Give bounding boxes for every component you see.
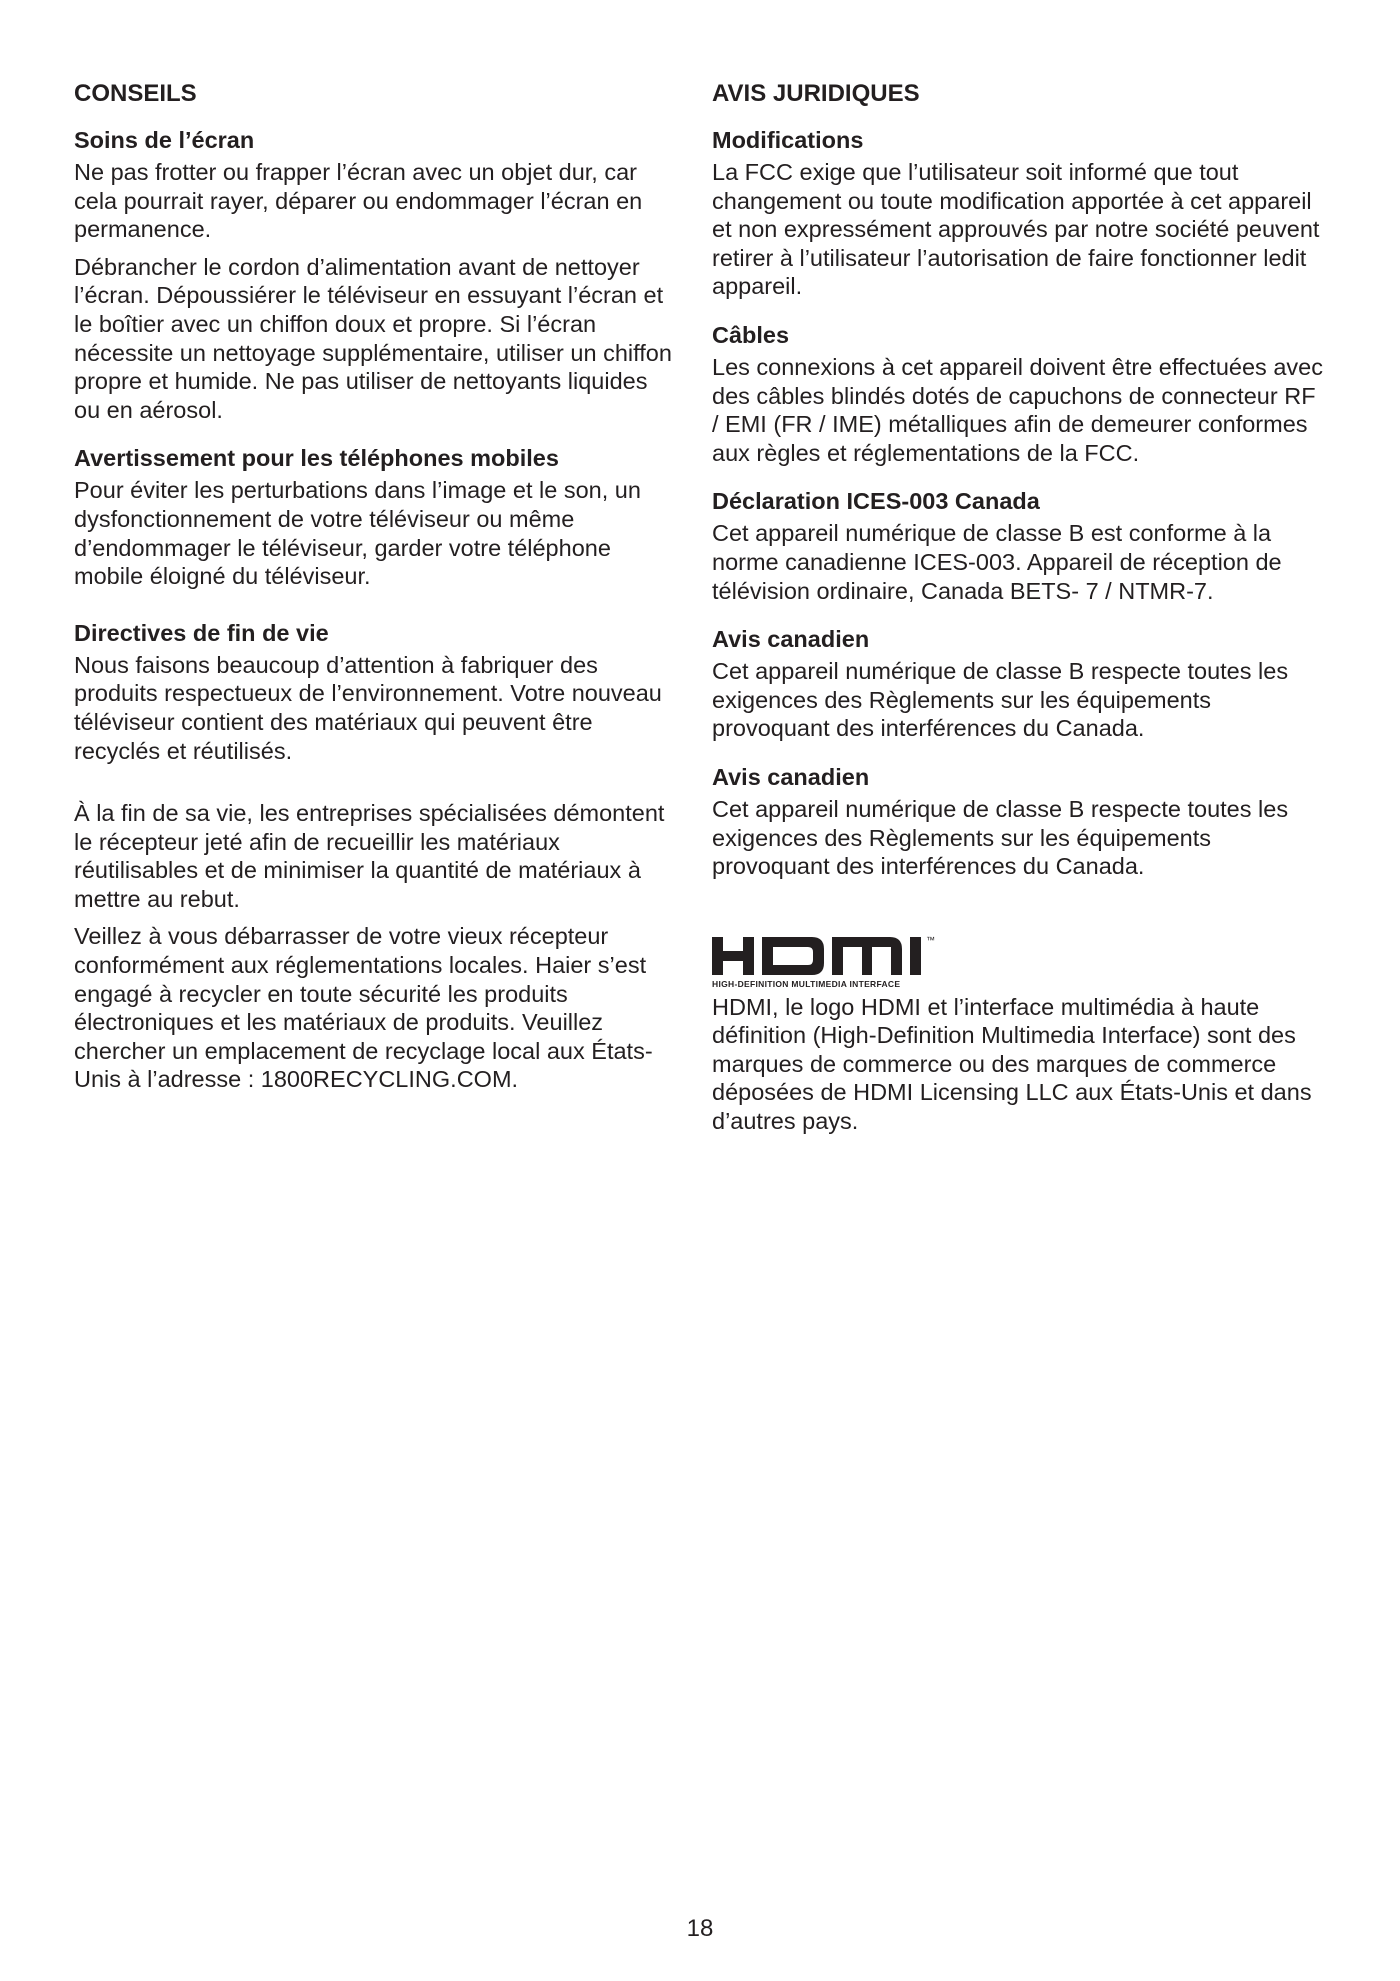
paragraph: Cet appareil numérique de classe B est conforme à la norme canadienne ICES-003. Appareil de réception de télévision ordinaire, Canada BETS- 7 / NTMR-7. xyxy=(712,520,1282,604)
section-modifications xyxy=(712,126,1326,301)
left-column xyxy=(74,80,680,1114)
paragraph: HDMI, le logo HDMI et l’interface multimédia à haute définition (High-Definition Multimedia Interface) sont des marques de commerce ou des marques de commerce déposées de HDMI Licensing LLC aux États-Unis et dans d’autres pays. xyxy=(712,993,1312,1135)
paragraph: La FCC exige que l’utilisateur soit informé que tout changement ou toute modification apportée à cet appareil et non expressément approuvés par notre société peuvent retirer à l’utilisateur l’autorisation de faire fonctionner ledit appareil. xyxy=(712,159,1320,300)
section-canadian-notice-2 xyxy=(712,763,1326,881)
paragraph: Nous faisons beaucoup d’attention à fabriquer des produits respectueux de l’environnement. Votre nouveau téléviseur contient des matériaux qui peuvent être recyclés et réutilisés. xyxy=(74,651,662,764)
paragraph: Les connexions à cet appareil doivent être effectuées avec des câbles blindés dotés de capuchons de connecteur RF / EMI (FR / IME) métalliques afin de demeurer conformes aux règles et réglementations de la FCC. xyxy=(712,353,1323,466)
paragraph: Ne pas frotter ou frapper l’écran avec un objet dur, car cela pourrait rayer, déparer ou endommager l’écran en permanence. xyxy=(74,159,643,243)
hdmi-logo-icon xyxy=(712,933,952,977)
heading-end-of-life: Directives de fin de vie xyxy=(74,619,329,646)
svg-text:™: ™ xyxy=(926,934,935,945)
section-screen-care xyxy=(74,126,680,424)
section-canadian-notice-1 xyxy=(712,625,1326,743)
heading-cables: Câbles xyxy=(712,321,790,348)
section-mobile-warning xyxy=(74,444,680,590)
section-cables xyxy=(712,321,1326,467)
paragraph: Veillez à vous débarrasser de votre vieux récepteur conformément aux réglementations locales. Haier s’est engagé à recycler en toute sécurité les produits électroniques et les matériaux de produits. Veuillez chercher un emplacement de recyclage local aux États-Unis à l’adresse : 1800RECYCLING.COM. xyxy=(74,923,653,1093)
section-title-avis-juridiques: AVIS JURIDIQUES xyxy=(712,80,920,107)
paragraph: Cet appareil numérique de classe B respecte toutes les exigences des Règlements sur les équipements provoquant des interférences du Canada. xyxy=(712,658,1289,742)
heading-mobile-warning: Avertissement pour les téléphones mobiles xyxy=(74,445,559,472)
heading-canadian-notice: Avis canadien xyxy=(712,763,870,790)
paragraph: Débrancher le cordon d’alimentation avant de nettoyer l’écran. Dépoussiérer le téléviseur en essuyant l’écran et le boîtier avec un chiffon doux et propre. Si l’écran nécessite un nettoyage supplémentaire, utiliser un chiffon propre et humide. Ne pas utiliser de nettoyants liquides ou en aérosol. xyxy=(74,253,672,423)
section-title-conseils: CONSEILS xyxy=(74,80,197,107)
hdmi-logo-subtitle: HIGH-DEFINITION MULTIMEDIA INTERFACE xyxy=(712,978,901,989)
paragraph: Cet appareil numérique de classe B respecte toutes les exigences des Règlements sur les équipements provoquant des interférences du Canada. xyxy=(712,795,1289,880)
heading-screen-care: Soins de l’écran xyxy=(74,127,255,153)
section-end-of-life xyxy=(74,619,680,1094)
section-ices xyxy=(712,487,1326,605)
hdmi-logo xyxy=(712,933,972,989)
heading-modifications: Modifications xyxy=(712,127,864,153)
heading-ices: Déclaration ICES-003 Canada xyxy=(712,488,1040,515)
right-column xyxy=(712,80,1326,1145)
page-number: 18 xyxy=(686,1915,714,1942)
paragraph: À la fin de sa vie, les entreprises spécialisées démontent le récepteur jeté afin de recueillir les matériaux réutilisables et de minimiser la quantité de matériaux à mettre au rebut. xyxy=(74,800,665,912)
heading-canadian-notice: Avis canadien xyxy=(712,626,870,653)
paragraph: Pour éviter les perturbations dans l’image et le son, un dysfonctionnement de votre téléviseur ou même d’endommager le téléviseur, garder votre téléphone mobile éloigné du téléviseur. xyxy=(74,477,641,590)
